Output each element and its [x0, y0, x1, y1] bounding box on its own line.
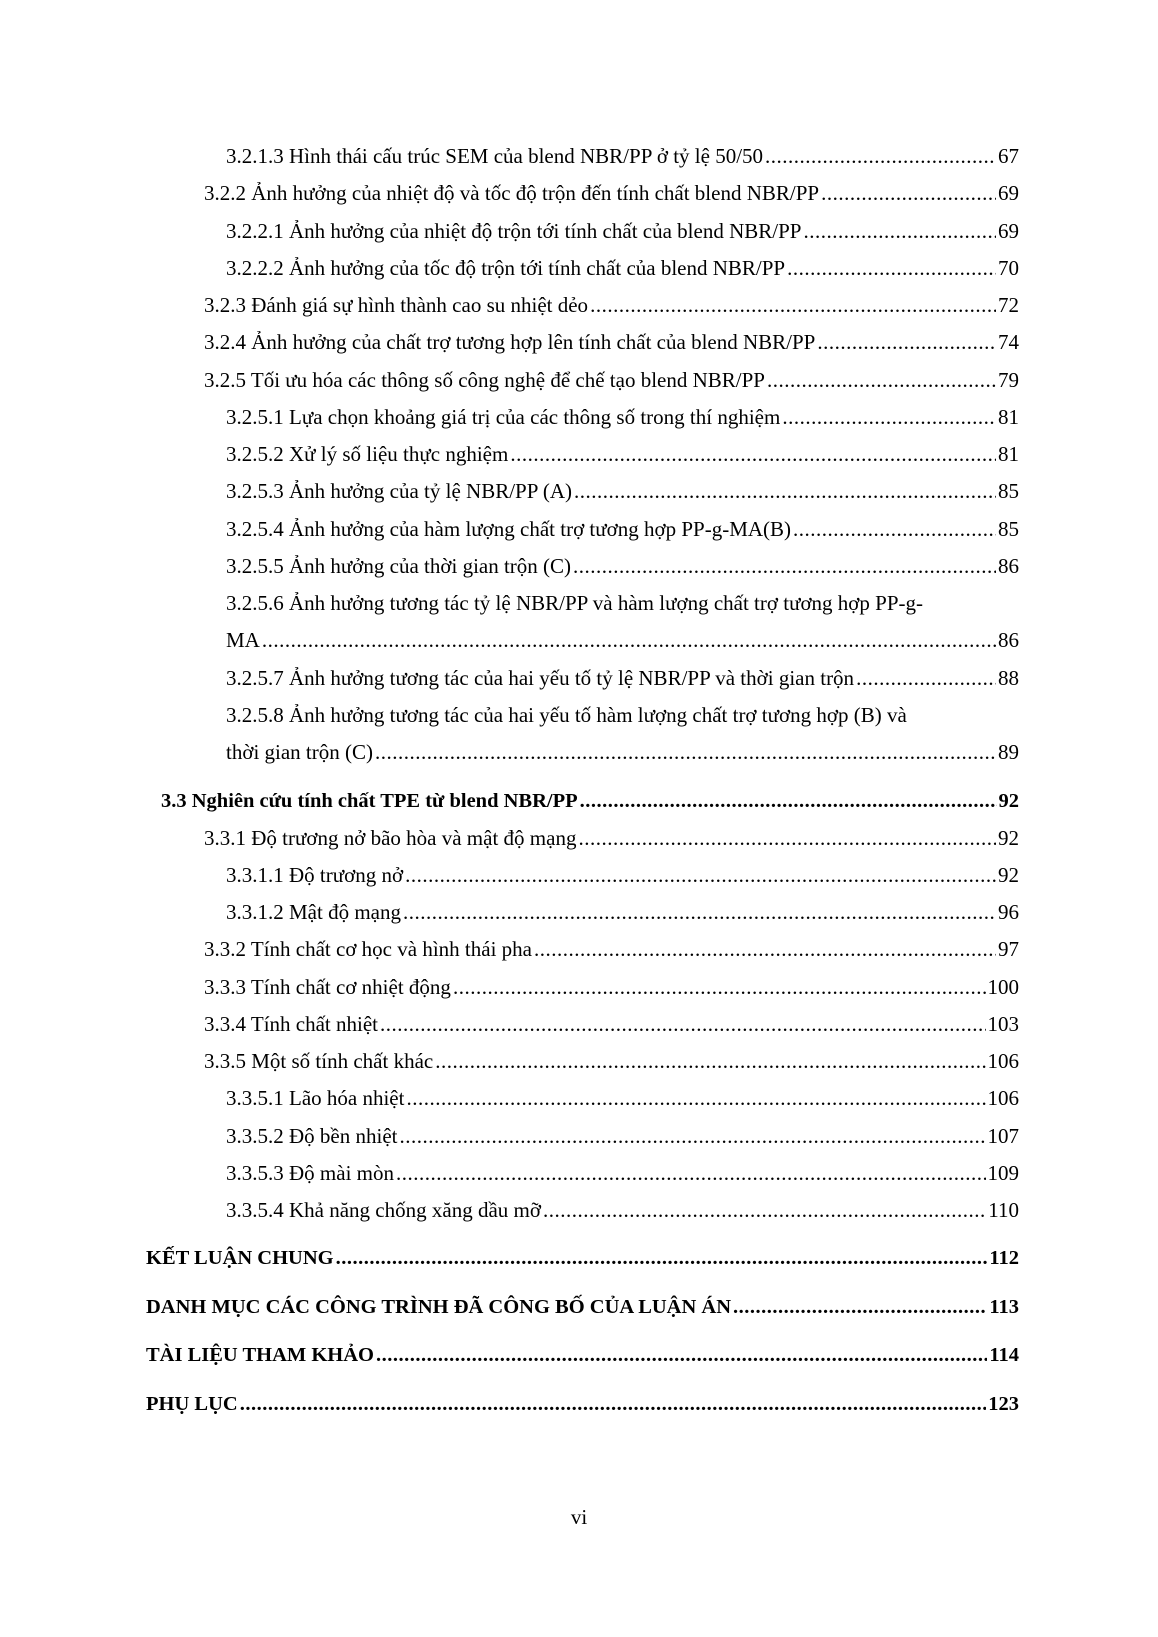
toc-entry[interactable]	[226, 666, 1019, 690]
toc-leader-dots	[782, 405, 996, 429]
toc-leader-dots	[380, 1012, 986, 1036]
toc-leader-dots	[435, 1049, 985, 1073]
toc-entry-page: 86	[998, 554, 1019, 578]
toc-entry-title: 3.3.3 Tính chất cơ nhiệt động	[204, 975, 451, 999]
toc-entry-title: 3.2.5.7 Ảnh hưởng tương tác của hai yếu tố tỷ lệ NBR/PP và thời gian trộn	[226, 666, 855, 690]
toc-leader-dots	[510, 442, 996, 466]
toc-entry-title: 3.3.5 Một số tính chất khác	[204, 1049, 434, 1073]
toc-leader-dots	[240, 1392, 987, 1416]
toc-entry[interactable]	[204, 937, 1019, 961]
toc-entry-title-line[interactable]: 3.2.5.8 Ảnh hưởng tương tác của hai yếu tố hàm lượng chất trợ tương hợp (B) và	[226, 703, 907, 727]
toc-entry-title: 3.2.2.2 Ảnh hưởng của tốc độ trộn tới tính chất của blend NBR/PP	[226, 256, 786, 280]
toc-entry-page: 89	[998, 740, 1019, 764]
toc-leader-dots	[262, 628, 996, 652]
toc-entry-title: 3.3.5.2 Độ bền nhiệt	[226, 1124, 398, 1148]
toc-entry[interactable]	[204, 826, 1019, 850]
toc-entry[interactable]	[226, 1086, 1019, 1110]
toc-entry-page: 81	[998, 405, 1019, 429]
toc-entry-title: 3.3.5.3 Độ mài mòn	[226, 1161, 394, 1185]
toc-entry-page: 92	[998, 790, 1019, 812]
toc-entry-title: 3.2.4 Ảnh hưởng của chất trợ tương hợp lên tính chất của blend NBR/PP	[204, 330, 816, 354]
toc-leader-dots	[405, 863, 996, 887]
toc-entry-page: 92	[998, 863, 1019, 887]
toc-leader-dots	[336, 1246, 988, 1270]
toc-entry-page: 106	[987, 1049, 1019, 1073]
toc-entry-page: 69	[998, 181, 1019, 205]
toc-entry-page: 109	[987, 1161, 1019, 1185]
toc-leader-dots	[574, 479, 996, 503]
toc-entry-title: 3.2.2.1 Ảnh hưởng của nhiệt độ trộn tới tính chất của blend NBR/PP	[226, 219, 802, 243]
toc-entry-title-line[interactable]: 3.2.5.6 Ảnh hưởng tương tác tỷ lệ NBR/PP và hàm lượng chất trợ tương hợp PP-g-	[226, 591, 924, 615]
toc-entry[interactable]	[204, 293, 1019, 317]
toc-entry[interactable]	[204, 181, 1019, 205]
toc-entry-title: 3.2.5.2 Xử lý số liệu thực nghiệm	[226, 442, 509, 466]
toc-entry-page: 85	[998, 517, 1019, 541]
toc-leader-dots	[765, 144, 996, 168]
toc-entry[interactable]	[226, 442, 1019, 466]
toc-entry[interactable]	[226, 740, 1019, 764]
toc-entry-page: 69	[998, 219, 1019, 243]
toc-entry-page: 92	[998, 826, 1019, 850]
toc-entry-page: 81	[998, 442, 1019, 466]
toc-leader-dots	[573, 554, 996, 578]
toc-entry-title-continued: thời gian trộn (C)	[226, 740, 373, 764]
toc-entry-page: 88	[998, 666, 1019, 690]
toc-leader-dots	[406, 1086, 985, 1110]
toc-entry-title: 3.2.5.3 Ảnh hưởng của tỷ lệ NBR/PP (A)	[226, 479, 573, 503]
toc-entry-page: 70	[998, 256, 1019, 280]
toc-chapter-entry[interactable]	[146, 1295, 1019, 1319]
toc-entry-title: 3.2.1.3 Hình thái cấu trúc SEM của blend NBR/PP ở tỷ lệ 50/50	[226, 144, 764, 168]
toc-entry-page: 123	[988, 1393, 1019, 1415]
toc-leader-dots	[590, 293, 996, 317]
toc-entry-page: 85	[998, 479, 1019, 503]
toc-leader-dots	[580, 789, 997, 813]
toc-leader-dots	[803, 219, 996, 243]
toc-entry-page: 86	[998, 628, 1019, 652]
toc-entry[interactable]	[204, 330, 1019, 354]
toc-entry-title: 3.3.2 Tính chất cơ học và hình thái pha	[204, 937, 532, 961]
toc-entry-title: 3.2.5.4 Ảnh hưởng của hàm lượng chất trợ tương hợp PP-g-MA(B)	[226, 517, 792, 541]
page-number-footer: vi	[570, 1505, 588, 1529]
toc-leader-dots	[856, 666, 996, 690]
toc-entry[interactable]	[204, 368, 1019, 392]
toc-entry-page: 100	[987, 975, 1019, 999]
toc-entry-page: 106	[987, 1086, 1019, 1110]
toc-entry-title: 3.3 Nghiên cứu tính chất TPE từ blend NBR/PP	[161, 790, 578, 812]
toc-entry-page: 97	[998, 937, 1019, 961]
toc-entry[interactable]	[226, 863, 1019, 887]
toc-chapter-entry[interactable]	[146, 1343, 1019, 1367]
toc-entry-page: 107	[987, 1124, 1019, 1148]
toc-leader-dots	[453, 975, 986, 999]
toc-entry-title: 3.3.4 Tính chất nhiệt	[204, 1012, 378, 1036]
toc-entry[interactable]	[204, 975, 1019, 999]
toc-entry-title: 3.2.5.1 Lựa chọn khoảng giá trị của các thông số trong thí nghiệm	[226, 405, 781, 429]
toc-entry-page: 110	[988, 1198, 1019, 1222]
toc-entry-title: DANH MỤC CÁC CÔNG TRÌNH ĐÃ CÔNG BỐ CỦA LUẬN ÁN	[146, 1296, 732, 1318]
toc-entry[interactable]	[226, 1161, 1019, 1185]
toc-entry-page: 72	[998, 293, 1019, 317]
toc-leader-dots	[376, 1343, 987, 1367]
toc-entry-title: 3.2.5.5 Ảnh hưởng của thời gian trộn (C)	[226, 554, 572, 578]
toc-leader-dots	[396, 1161, 986, 1185]
toc-entry[interactable]	[226, 1124, 1019, 1148]
toc-leader-dots	[817, 330, 996, 354]
toc-chapter-entry[interactable]	[146, 1392, 1019, 1416]
toc-entry[interactable]	[226, 144, 1019, 168]
toc-entry[interactable]	[226, 1198, 1019, 1222]
toc-entry[interactable]	[204, 1012, 1019, 1036]
toc-entry-title: 3.3.5.1 Lão hóa nhiệt	[226, 1086, 405, 1110]
toc-entry-title: 3.3.1.2 Mật độ mạng	[226, 900, 401, 924]
toc-entry-title: 3.3.5.4 Khả năng chống xăng dầu mỡ	[226, 1198, 541, 1222]
toc-entry[interactable]	[226, 554, 1019, 578]
toc-entry-page: 114	[989, 1344, 1019, 1366]
toc-entry-title: 3.3.1 Độ trương nở bão hòa và mật độ mạng	[204, 826, 577, 850]
toc-leader-dots	[793, 517, 996, 541]
toc-entry-page: 79	[998, 368, 1019, 392]
toc-leader-dots	[534, 937, 996, 961]
toc-leader-dots	[543, 1198, 986, 1222]
toc-leader-dots	[403, 900, 996, 924]
toc-entry[interactable]	[226, 900, 1019, 924]
toc-entry[interactable]	[226, 219, 1019, 243]
toc-leader-dots	[399, 1124, 985, 1148]
toc-leader-dots	[733, 1295, 987, 1319]
toc-entry-title: 3.2.2 Ảnh hưởng của nhiệt độ và tốc độ trộn đến tính chất blend NBR/PP	[204, 181, 820, 205]
toc-entry[interactable]	[226, 405, 1019, 429]
toc-chapter-entry[interactable]	[146, 1246, 1019, 1270]
toc-entry-title: 3.3.1.1 Độ trương nở	[226, 863, 404, 887]
toc-entry-title: 3.2.3 Đánh giá sự hình thành cao su nhiệt dẻo	[204, 293, 589, 317]
toc-leader-dots	[767, 368, 996, 392]
toc-entry[interactable]	[204, 1049, 1019, 1073]
toc-entry[interactable]	[226, 517, 1019, 541]
toc-entry-title-continued: MA	[226, 628, 260, 652]
toc-section-entry[interactable]	[161, 789, 1019, 813]
toc-leader-dots	[787, 256, 996, 280]
toc-entry-page: 96	[998, 900, 1019, 924]
toc-entry-title: TÀI LIỆU THAM KHẢO	[146, 1344, 375, 1366]
toc-entry[interactable]	[226, 256, 1019, 280]
toc-entry-title: 3.2.5 Tối ưu hóa các thông số công nghệ để chế tạo blend NBR/PP	[204, 368, 765, 392]
toc-entry-page: 74	[998, 330, 1019, 354]
toc-entry[interactable]	[226, 479, 1019, 503]
toc-entry-title: KẾT LUẬN CHUNG	[146, 1247, 334, 1269]
toc-entry-page: 103	[987, 1012, 1019, 1036]
toc-entry-page: 112	[989, 1247, 1019, 1269]
toc-leader-dots	[578, 826, 996, 850]
toc-entry-page: 113	[989, 1296, 1019, 1318]
toc-leader-dots	[821, 181, 996, 205]
toc-leader-dots	[375, 740, 996, 764]
toc-entry[interactable]	[226, 628, 1019, 652]
toc-entry-page: 67	[998, 144, 1019, 168]
toc-entry-title: PHỤ LỤC	[146, 1393, 238, 1415]
